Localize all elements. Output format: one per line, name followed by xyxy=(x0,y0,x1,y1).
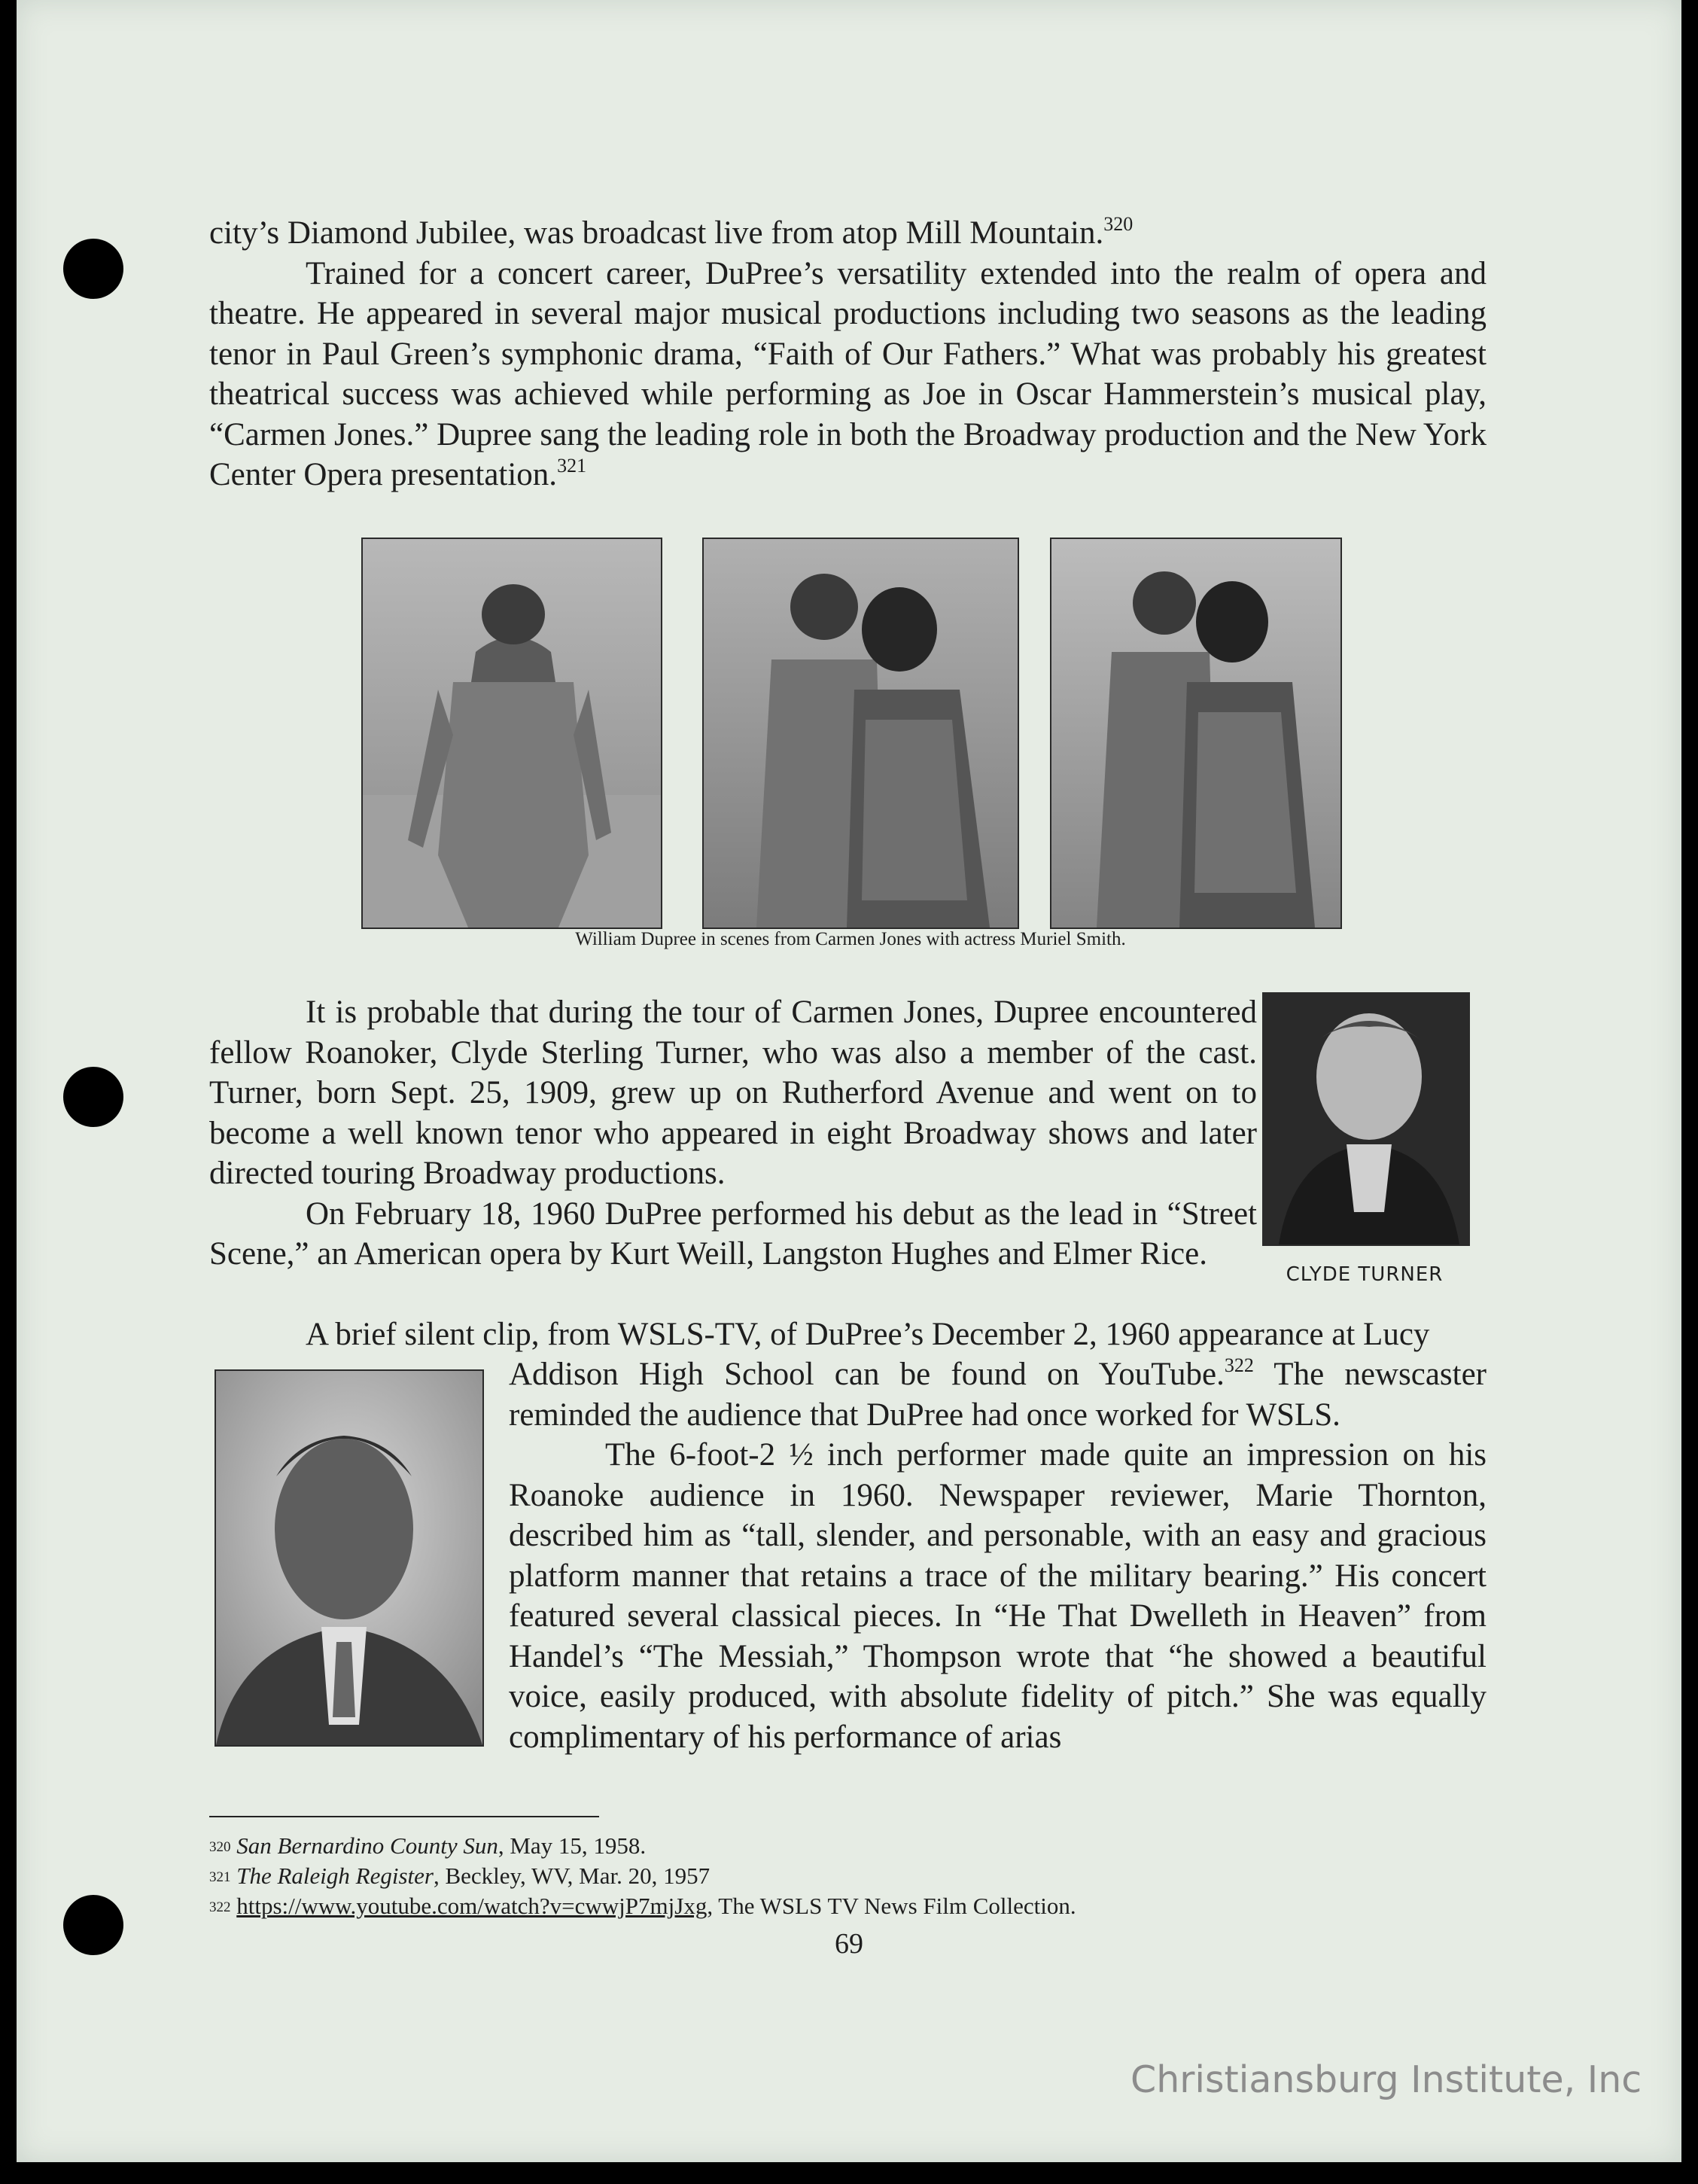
paragraph-turner: It is probable that during the tour of Carmen Jones, Dupree encountered fellow Roanoker, Clyde Sterling Turner, who was also a member of the cast. Turner, born Sept. 25, 1909, grew up on Rutherford Avenue and went on to become a well known tenor who appeared in eight Broadway shows and later directed touring Broadway productions. xyxy=(209,995,1257,1191)
photo-caption: William Dupree in scenes from Carmen Jones with actress Muriel Smith. xyxy=(575,929,1126,949)
footnotes xyxy=(209,1831,1489,1921)
photo-clyde-turner xyxy=(1262,992,1470,1246)
paragraph-continuation: city’s Diamond Jubilee, was broadcast live from atop Mill Mountain.$^{320}$ xyxy=(209,213,1134,251)
watermark: Christiansburg Institute, Inc xyxy=(1130,2058,1642,2101)
footnote-ref-321: 321 xyxy=(557,455,587,477)
paragraph-opera-career: Trained for a concert career, DuPree’s versatility extended into the realm of opera and theatre. He appeared in several major musical productions including two seasons as the leading tenor in Paul Green’s symphonic drama, “Faith of Our Fathers.” What was probably his greatest theatrical success was achieved while performing as Joe in Oscar Hammerstein’s musical play, “Carmen Jones.” Dupree sang the leading role in both the Broadway production and the New York Center Opera presentation.$^{321}$ xyxy=(209,255,1487,492)
punch-hole-middle xyxy=(63,1067,123,1127)
turner-caption: CLYDE TURNER xyxy=(1286,1263,1444,1286)
paragraph-street-scene: On February 18, 1960 DuPree performed his debut as the lead in “Street Scene,” an American opera by Kurt Weill, Langston Hughes and Elmer Rice. xyxy=(209,1196,1257,1272)
footnote-321: $^{321}$ The Raleigh Register, Beckley, WV, Mar. 20, 1957 xyxy=(209,1863,711,1889)
photo-dupree-uniform xyxy=(361,538,662,929)
footnote-322: $^{322}$ https://www.youtube.com/watch?v=cwwjP7mjJxg, The WSLS TV News Film Collection. xyxy=(209,1893,1076,1919)
middle-text-block xyxy=(209,992,1257,1275)
punch-hole-top xyxy=(63,239,123,299)
footnote-rule xyxy=(209,1816,599,1817)
paragraph-roanoke-concert: The 6-foot-2 ½ inch performer made quite an impression on his Roanoke audience in 1960. Newspaper reviewer, Marie Thornton, described him as “tall, slender, and personable, with an easy and gracious platform manner that retains a trace of the military bearing.” His concert featured several classical pieces. In “He That Dwelleth in Heaven” from Handel’s “The Messiah,” Thompson wrote that “he showed a beautiful voice, easily produced, with absolute fidelity of pitch.” She was equally complimentary of his performance of arias xyxy=(509,1437,1487,1755)
photo-dupree-with-smith-1 xyxy=(702,538,1019,929)
lower-text-block xyxy=(509,1354,1487,1757)
footnote-320: $^{320}$ San Bernardino County Sun, May 15, 1958. xyxy=(209,1832,647,1859)
photo-dupree-with-smith-2 xyxy=(1050,538,1342,929)
footnote-ref-320: 320 xyxy=(1103,213,1134,235)
youtube-link[interactable]: https://www.youtube.com/watch?v=cwwjP7mjJxg xyxy=(236,1893,708,1919)
page-number: 69 xyxy=(835,1928,863,1960)
youtube-intro-line xyxy=(209,1314,1487,1355)
paragraph-youtube-line1: A brief silent clip, from WSLS-TV, of DuPree’s December 2, 1960 appearance at Lucy xyxy=(306,1317,1430,1352)
document-page xyxy=(17,0,1681,2162)
paragraph-youtube: Addison High School can be found on YouTube.$^{322}$ The newscaster reminded the audience that DuPree had once worked for WSLS. xyxy=(509,1354,1487,1433)
top-text-block xyxy=(209,213,1487,495)
photo-dupree-portrait xyxy=(215,1369,484,1747)
footnote-ref-322: 322 xyxy=(1224,1354,1254,1376)
